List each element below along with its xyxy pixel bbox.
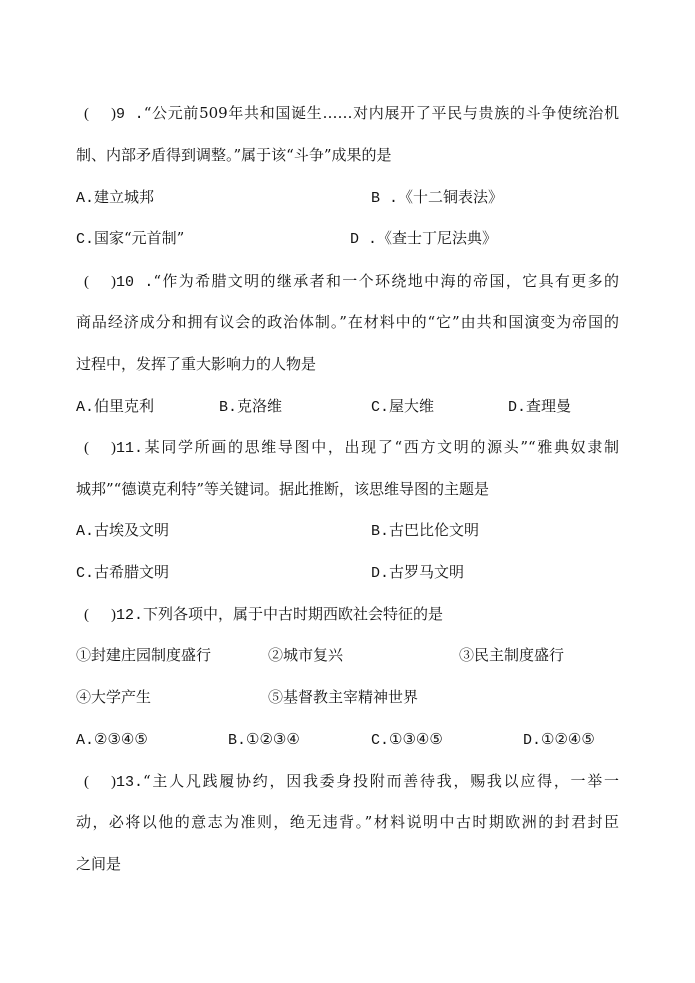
question-stem-text: 某同学所画的思维导图中，出现了“西方文明的源头”“雅典奴隶制 [143,438,619,456]
question-stem-line: 城邦”“德谟克利特”等关键词。据此推断，该思维导图的主题是 [76,480,490,498]
answer-blank-close: ) [111,440,116,456]
option-label: C. [371,732,390,749]
option-d [508,396,571,418]
option-c [371,396,434,418]
question-stem-line [84,103,619,125]
option-text: 屋大维 [389,397,435,415]
question-stem-line [84,604,443,626]
option-text: 建立城邦 [94,188,155,206]
question-number: 12. [116,607,144,624]
question-stem-line: 过程中，发挥了重大影响力的人物是 [76,355,317,373]
question-stem-line: 之间是 [76,855,122,873]
option-c [76,562,169,584]
statement-item: ②城市复兴 [268,646,344,664]
answer-blank-close: ) [111,774,116,790]
option-a [76,396,154,418]
question-stem-text: “公元前509年共和国诞生……对内展开了平民与贵族的斗争使统治机 [143,104,619,122]
option-label: C. [76,565,95,582]
question-stem-line [84,771,619,793]
option-label: B. [219,399,238,416]
option-label: A. [76,523,95,540]
question-stem-line [84,271,619,293]
option-label: D. [371,565,390,582]
option-label: A. [76,399,95,416]
option-label: D. [523,732,542,749]
option-text: 《查士丁尼法典》 [377,229,498,247]
option-a [76,520,169,542]
option-text: 古埃及文明 [94,521,170,539]
option-text: 古罗马文明 [389,563,465,581]
option-label: B . [371,190,399,207]
option-text: 古希腊文明 [94,563,170,581]
option-text: 克洛维 [237,397,283,415]
answer-blank-open: ( [84,774,89,790]
answer-blank-open: ( [84,607,89,623]
option-label: A. [76,190,95,207]
option-d [350,228,497,250]
statement-item: ⑤基督教主宰精神世界 [268,688,419,706]
option-b [371,520,479,542]
option-label: C. [371,399,390,416]
question-stem-line [84,437,619,459]
question-stem-text: “主人凡践履协约，因我委身投附而善待我，赐我以应得，一举一 [143,772,619,790]
option-label: D . [350,231,378,248]
option-text: 《十二铜表法》 [398,188,504,206]
question-stem-line: 制、内部矛盾得到调整。”属于该“斗争”成果的是 [76,146,392,164]
answer-blank-close: ) [111,106,116,122]
answer-blank-open: ( [84,440,89,456]
option-b [219,396,282,418]
option-text: ①③④⑤ [389,730,443,748]
option-b [228,729,300,751]
statement-item: ③民主制度盛行 [459,646,565,664]
question-number: 10 . [116,274,154,291]
option-text: 古巴比伦文明 [389,521,480,539]
question-stem-text: 下列各项中，属于中古时期西欧社会特征的是 [143,605,444,623]
question-stem-text: “作为希腊文明的继承者和一个环绕地中海的帝国，它具有更多的 [153,272,620,290]
option-d [523,729,595,751]
option-label: A. [76,732,95,749]
option-text: ①②③④ [246,730,300,748]
question-number: 11. [116,440,144,457]
option-text: ①②④⑤ [541,730,595,748]
answer-blank-open: ( [84,106,89,122]
option-text: ②③④⑤ [94,730,148,748]
option-label: B. [228,732,247,749]
answer-blank-close: ) [111,274,116,290]
question-stem-line: 商品经济成分和拥有议会的政治体制。”在材料中的“它”由共和国演变为帝国的 [76,313,619,331]
option-text: 伯里克利 [94,397,155,415]
statement-item: ④大学产生 [76,688,152,706]
question-stem-line: 动，必将以他的意志为准则，绝无违背。”材料说明中古时期欧洲的封君封臣 [76,813,619,831]
option-d [371,562,464,584]
option-a [76,729,148,751]
option-c [371,729,443,751]
option-c [76,228,184,250]
option-text: 查理曼 [526,397,572,415]
answer-blank-open: ( [84,274,89,290]
question-number: 9 . [116,106,144,123]
question-number: 13. [116,774,144,791]
option-label: B. [371,523,390,540]
answer-blank-close: ) [111,607,116,623]
option-b [371,187,503,209]
option-text: 国家“元首制” [94,229,185,247]
option-label: D. [508,399,527,416]
statement-item: ①封建庄园制度盛行 [76,646,212,664]
option-a [76,187,154,209]
option-label: C. [76,231,95,248]
